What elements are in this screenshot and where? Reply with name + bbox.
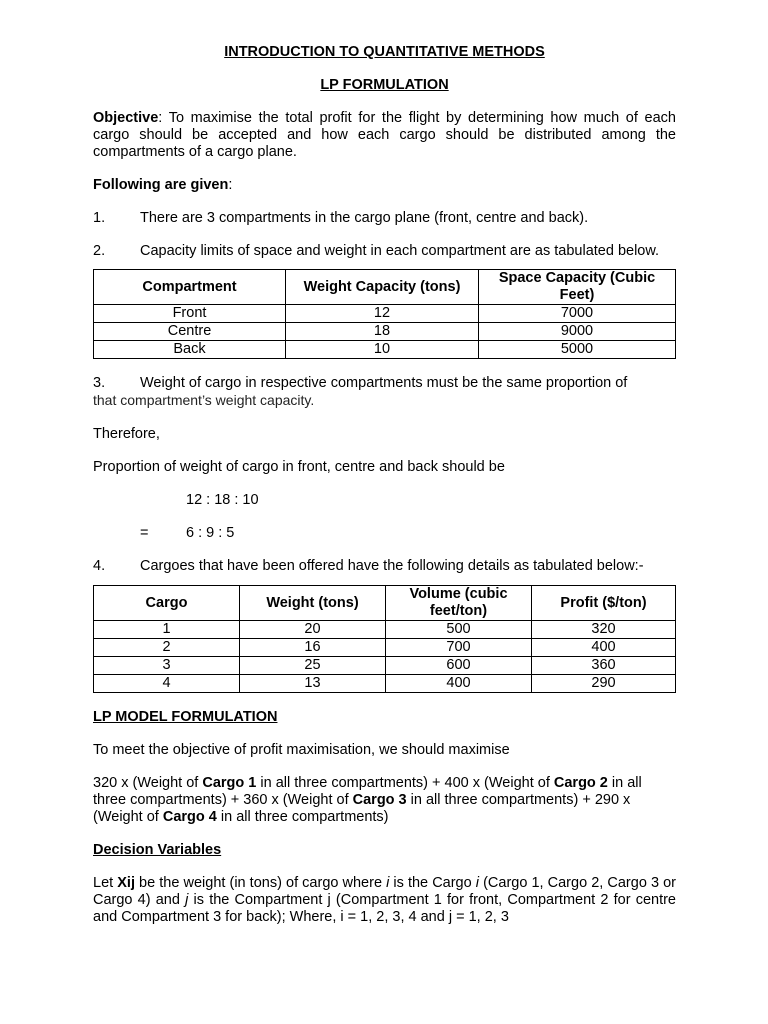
table-header-cell: Volume (cubic feet/ton) [386,586,532,621]
index-j: j [185,892,189,908]
table-cell: 16 [240,639,386,657]
given-heading [93,177,676,194]
table-cell: 600 [386,657,532,675]
table-cell: Front [94,305,286,323]
item-4-number: 4. [93,558,106,574]
item-2-number: 2. [93,243,106,259]
table-cell: 10 [286,341,479,359]
expr-part: in all three compartments) [216,809,389,825]
table-row [94,621,676,639]
item-4 [93,558,676,575]
model-heading: LP MODEL FORMULATION [93,709,278,725]
item-1-number: 1. [93,210,106,226]
expr-part: in all three compartments) + 400 x (Weight of [256,775,554,791]
table-row [94,657,676,675]
table-header-cell: Compartment [94,270,286,305]
table-cell: 25 [240,657,386,675]
cargo-4-term: Cargo 4 [162,809,217,825]
document-page [93,44,676,926]
expr-part: in all three compartments) + 360 x (Weight of [93,775,642,808]
table-header-cell: Weight Capacity (tons) [286,270,479,305]
capacity-table [93,269,676,359]
item-1 [93,210,676,227]
given-suffix: : [228,177,233,193]
objective-expression [93,775,676,826]
table-cell: 700 [386,639,532,657]
decision-paragraph [93,875,676,926]
table-header-row [94,270,676,305]
table-row [94,341,676,359]
table-cell: 320 [532,621,676,639]
table-row [94,323,676,341]
table-cell: 4 [94,675,240,693]
table-cell: 400 [532,639,676,657]
index-i: i [386,875,390,891]
item-2-text: Capacity limits of space and weight in each compartment are as tabulated below. [140,243,660,259]
ratio-line-1: 12 : 18 : 10 [186,492,259,508]
table-cell: 12 [286,305,479,323]
table-header-cell: Weight (tons) [240,586,386,621]
model-intro: To meet the objective of profit maximisation, we should maximise [93,742,510,758]
equals-sign: = [140,525,149,541]
table-header-cell: Profit ($/ton) [532,586,676,621]
decision-part: Let [93,875,118,891]
table-row [94,675,676,693]
table-cell: 360 [532,657,676,675]
ratio-line-2 [93,525,676,542]
therefore-text: Therefore, [93,426,160,442]
document-subtitle: LP FORMULATION [320,77,449,93]
table-cell: 500 [386,621,532,639]
table-row [94,639,676,657]
objective-paragraph [93,110,676,161]
decision-part: is the Compartment j (Compartment 1 for front, Compartment 2 for centre and Compartment 3 for back); Where, i = 1, 2, 3, 4 and j = 1, 2, 3 [93,892,677,925]
item-3-text: Weight of cargo in respective compartments must be the same proportion of [140,375,628,391]
objective-text: : To maximise the total profit for the flight by determining how much of each cargo should be accepted and how each cargo should be distributed among the compartments of a cargo plane. [93,110,676,160]
table-cell: 3 [94,657,240,675]
table-cell: 400 [386,675,532,693]
table-cell: 20 [240,621,386,639]
index-i: i [475,875,479,891]
table-cell: 9000 [479,323,676,341]
cargo-3-term: Cargo 3 [352,792,407,808]
table-cell: Back [94,341,286,359]
cargo-1-term: Cargo 1 [202,775,257,791]
table-cell: Centre [94,323,286,341]
item-1-text: There are 3 compartments in the cargo plane (front, centre and back). [140,210,589,226]
cargo-2-term: Cargo 2 [553,775,608,791]
table-header-cell: Cargo [94,586,240,621]
table-cell: 290 [532,675,676,693]
decision-heading: Decision Variables [93,842,222,858]
ratio-2-value: 6 : 9 : 5 [186,525,235,541]
decision-part: (Cargo 1, Cargo 2, Cargo 3 or Cargo 4) and [93,875,676,908]
table-cell: 13 [240,675,386,693]
table-row [94,305,676,323]
proportion-text: Proportion of weight of cargo in front, centre and back should be [93,459,505,475]
expr-part: 320 x (Weight of [93,775,203,791]
item-4-text: Cargoes that have been offered have the following details as tabulated below:- [140,558,644,574]
table-cell: 18 [286,323,479,341]
table-cell: 1 [94,621,240,639]
document-title: INTRODUCTION TO QUANTITATIVE METHODS [224,44,545,60]
item-3-number: 3. [93,375,106,391]
table-header-cell: Space Capacity (Cubic Feet) [479,270,676,305]
given-label: Following are given [93,177,229,193]
table-cell: 5000 [479,341,676,359]
decision-part: be the weight (in tons) of cargo where [134,875,387,891]
item-2 [93,243,676,260]
item-3 [93,375,676,410]
decision-variable: Xij [117,875,135,891]
table-header-row [94,586,676,621]
expr-part: in all three compartments) + 290 x (Weight of [93,792,631,825]
item-3-continuation: that compartment’s weight capacity. [93,392,315,408]
cargo-table [93,585,676,693]
table-cell: 7000 [479,305,676,323]
table-cell: 2 [94,639,240,657]
decision-part: is the Cargo [389,875,476,891]
objective-label: Objective [93,110,159,126]
